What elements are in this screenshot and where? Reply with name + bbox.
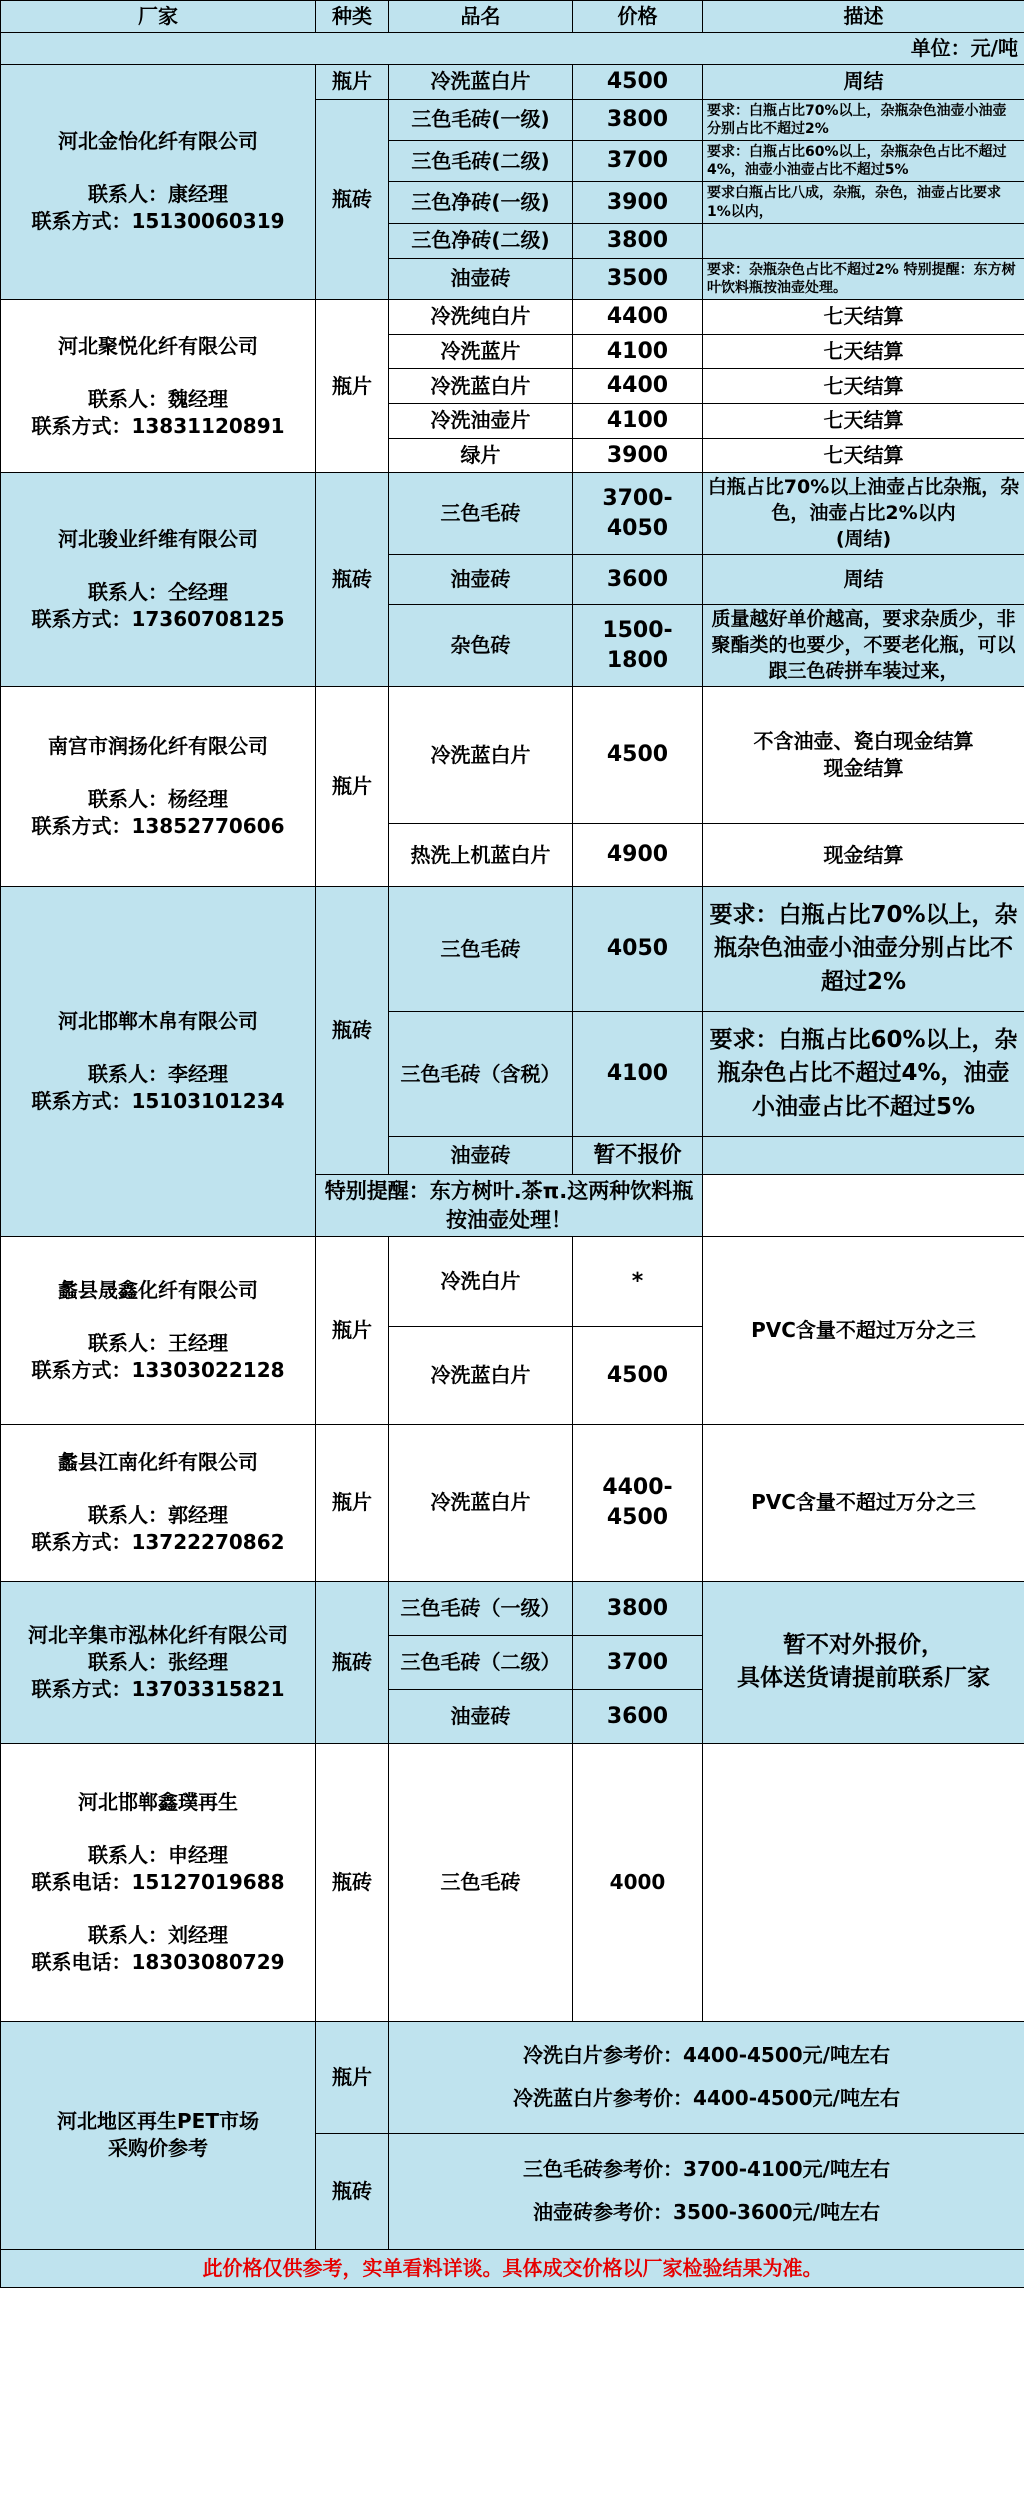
product-cell: 绿片 [389,438,573,473]
special-note: 特别提醒：东方树叶.茶π.这两种饮料瓶按油壶处理！ [316,1175,703,1237]
company-cell [1,887,316,1237]
company-name: 河北辛集市泓林化纤有限公司 [28,1622,288,1647]
kind-cell: 瓶砖 [316,1743,389,2021]
product-cell: 三色净砖(二级) [389,223,573,258]
table-row [1,1236,1024,1326]
company-cell [1,1236,316,1424]
company-phone: 联系电话：15127019688 [31,1869,285,1894]
price-cell: 3900 [573,438,703,473]
company-cell [1,1424,316,1581]
product-cell: 三色毛砖（二级） [389,1635,573,1689]
header-desc: 描述 [703,1,1024,33]
product-cell: 冷洗蓝白片 [389,1326,573,1424]
desc-cell [703,1743,1024,2021]
company-name: 河北邯郸木帛有限公司 [58,1009,258,1033]
product-cell: 油壶砖 [389,1137,573,1175]
kind-cell: 瓶片 [316,1424,389,1581]
company-phone: 联系方式：13722270862 [31,1530,285,1555]
price-cell: * [573,1236,703,1326]
company-cell [1,1581,316,1743]
product-cell: 冷洗油壶片 [389,403,573,438]
desc-line: 暂不对外报价， [783,1632,944,1658]
company-name: 蠡县江南化纤有限公司 [58,1450,258,1475]
reference-line: 油壶砖参考价：3500-3600元/吨左右 [533,2200,880,2225]
desc-line: 具体送货请提前联系厂家 [737,1665,990,1692]
price-cell: 3800 [573,99,703,140]
product-cell: 三色毛砖 [389,887,573,1012]
price-cell: 4100 [573,403,703,438]
desc-line: (周结) [835,527,892,550]
header-product: 品名 [389,1,573,33]
reference-title [1,2021,316,2249]
desc-cell: 七天结算 [703,369,1024,404]
reference-line: 三色毛砖参考价：3700-4100元/吨左右 [523,2157,890,2182]
footer-row [1,2249,1024,2287]
desc-cell: 要求：白瓶占比60%以上，杂瓶杂色占比不超过4%，油壶小油壶占比不超过5% [703,1012,1024,1137]
company-contact: 联系人：郭经理 [88,1503,228,1528]
reference-row [1,2021,1024,2133]
kind-cell: 瓶砖 [316,2133,389,2249]
product-cell: 冷洗蓝片 [389,334,573,369]
kind-cell: 瓶片 [316,687,389,887]
company-name: 河北聚悦化纤有限公司 [58,333,258,358]
company-contact: 联系人：康经理 [88,182,228,207]
desc-cell: 七天结算 [703,438,1024,473]
price-cell: 4050 [573,887,703,1012]
company-name: 河北邯郸鑫璞再生 [78,1789,238,1814]
company-cell [1,65,316,300]
price-cell: 3900 [573,182,703,223]
desc-line: 不含油壶、瓷白现金结算 [753,729,974,754]
product-cell: 冷洗蓝白片 [389,65,573,100]
desc-cell [703,223,1024,258]
product-cell: 油壶砖 [389,258,573,299]
desc-cell: 周结 [703,555,1024,605]
desc-cell: PVC含量不超过万分之三 [703,1236,1024,1424]
company-name: 河北骏业纤维有限公司 [58,527,258,552]
product-cell: 三色毛砖(一级) [389,99,573,140]
kind-cell: 瓶片 [316,65,389,100]
desc-cell: PVC含量不超过万分之三 [703,1424,1024,1581]
price-cell: 3600 [573,1689,703,1743]
desc-cell: 要求白瓶占比八成，杂瓶，杂色，油壶占比要求1%以内， [703,182,1024,223]
product-cell: 冷洗蓝白片 [389,369,573,404]
product-cell: 油壶砖 [389,555,573,605]
product-cell: 杂色砖 [389,605,573,687]
kind-cell: 瓶砖 [316,99,389,299]
desc-cell [703,1137,1024,1175]
company-name: 蠡县晟鑫化纤有限公司 [58,1277,258,1302]
price-cell: 4500 [573,1326,703,1424]
kind-cell: 瓶片 [316,299,389,472]
kind-cell: 瓶片 [316,1236,389,1424]
product-cell: 三色毛砖（含税） [389,1012,573,1137]
company-phone: 联系电话：18303080729 [31,1949,285,1974]
product-cell: 冷洗白片 [389,1236,573,1326]
company-cell [1,687,316,887]
company-phone: 联系方式：13703315821 [31,1676,285,1701]
reference-line: 冷洗白片参考价：4400-4500元/吨左右 [523,2043,890,2068]
company-contact: 联系人：杨经理 [88,787,228,812]
reference-lines [389,2133,1024,2249]
table-row [1,887,1024,1012]
product-cell: 冷洗蓝白片 [389,687,573,824]
product-cell: 三色毛砖（一级） [389,1581,573,1635]
product-cell: 冷洗纯白片 [389,299,573,334]
company-contact: 联系人：刘经理 [88,1922,228,1947]
company-cell [1,299,316,472]
desc-cell: 周结 [703,65,1024,100]
price-cell: 4900 [573,824,703,887]
price-cell: 1500-1800 [573,605,703,687]
price-cell: 4400 [573,369,703,404]
company-contact: 联系人：魏经理 [88,386,228,411]
price-cell: 3600 [573,555,703,605]
price-cell: 4100 [573,1012,703,1137]
table-row [1,299,1024,334]
company-contact: 联系人：王经理 [88,1330,228,1355]
product-cell: 油壶砖 [389,1689,573,1743]
desc-cell: 要求：杂瓶杂色占比不超过2% 特别提醒：东方树叶饮料瓶按油壶处理。 [703,258,1024,299]
desc-cell [703,473,1024,555]
desc-cell: 要求：白瓶占比60%以上，杂瓶杂色占比不超过4%，油壶小油壶占比不超过5% [703,141,1024,182]
price-cell: 4500 [573,687,703,824]
company-phone: 联系方式：13303022128 [31,1357,285,1382]
unit-label: 单位：元/吨 [1,33,1024,65]
product-cell: 三色毛砖 [389,473,573,555]
price-cell: 3700-4050 [573,473,703,555]
company-contact: 联系人：仝经理 [88,580,228,605]
desc-cell [703,1581,1024,1743]
reference-line: 冷洗蓝白片参考价：4400-4500元/吨左右 [513,2086,900,2111]
product-cell: 三色净砖(一级) [389,182,573,223]
company-phone: 联系方式：15103101234 [31,1089,285,1113]
desc-cell: 现金结算 [703,824,1024,887]
table-row [1,687,1024,824]
table-row [1,1424,1024,1581]
table-row [1,1581,1024,1635]
reference-lines [389,2021,1024,2133]
price-cell: 3500 [573,258,703,299]
desc-cell: 质量越好单价越高，要求杂质少，非聚酯类的也要少，不要老化瓶，可以跟三色砖拼车装过来， [703,605,1024,687]
price-cell: 3800 [573,1581,703,1635]
company-name: 南宫市润扬化纤有限公司 [48,734,268,759]
desc-cell: 七天结算 [703,403,1024,438]
price-cell: 4400-4500 [573,1424,703,1581]
header-price: 价格 [573,1,703,33]
table-row [1,65,1024,100]
desc-line: 白瓶占比70%以上油壶占比杂瓶，杂色，油壶占比2%以内 [707,476,1020,524]
company-name: 河北金怡化纤有限公司 [58,129,258,154]
company-cell [1,1743,316,2021]
footer-note: 此价格仅供参考，实单看料详谈。具体成交价格以厂家检验结果为准。 [1,2249,1024,2287]
price-cell: 4000 [573,1743,703,2021]
company-contact: 联系人：张经理 [88,1649,228,1674]
desc-cell: 要求：白瓶占比70%以上，杂瓶杂色油壶小油壶分别占比不超过2% [703,887,1024,1012]
reference-name2: 采购价参考 [108,2136,208,2161]
header-kind: 种类 [316,1,389,33]
company-phone: 联系方式：17360708125 [31,607,285,632]
company-contact: 联系人：申经理 [88,1842,228,1867]
company-contact: 联系人：李经理 [88,1062,228,1086]
desc-cell: 要求：白瓶占比70%以上，杂瓶杂色油壶小油壶分别占比不超过2% [703,99,1024,140]
price-cell: 4400 [573,299,703,334]
desc-cell: 七天结算 [703,334,1024,369]
table-header [1,1,1024,33]
company-cell [1,473,316,687]
price-cell: 3800 [573,223,703,258]
product-cell: 热洗上机蓝白片 [389,824,573,887]
product-cell: 冷洗蓝白片 [389,1424,573,1581]
desc-line: 现金结算 [823,756,904,781]
kind-cell: 瓶砖 [316,1581,389,1743]
product-cell: 三色毛砖 [389,1743,573,2021]
kind-cell: 瓶砖 [316,473,389,687]
desc-cell [703,687,1024,824]
price-cell: 4500 [573,65,703,100]
company-phone: 联系方式：13831120891 [31,413,285,438]
price-cell: 暂不报价 [573,1137,703,1175]
table-row [1,473,1024,555]
desc-cell: 七天结算 [703,299,1024,334]
price-cell: 3700 [573,141,703,182]
price-cell: 3700 [573,1635,703,1689]
unit-row [1,33,1024,65]
company-phone: 联系方式：15130060319 [31,209,285,234]
kind-cell: 瓶片 [316,2021,389,2133]
price-cell: 4100 [573,334,703,369]
table-row [1,1743,1024,2021]
company-phone: 联系方式：13852770606 [31,814,285,839]
reference-name: 河北地区再生PET市场 [57,2109,259,2134]
header-factory: 厂家 [1,1,316,33]
kind-cell: 瓶砖 [316,887,389,1175]
product-cell: 三色毛砖(二级) [389,141,573,182]
